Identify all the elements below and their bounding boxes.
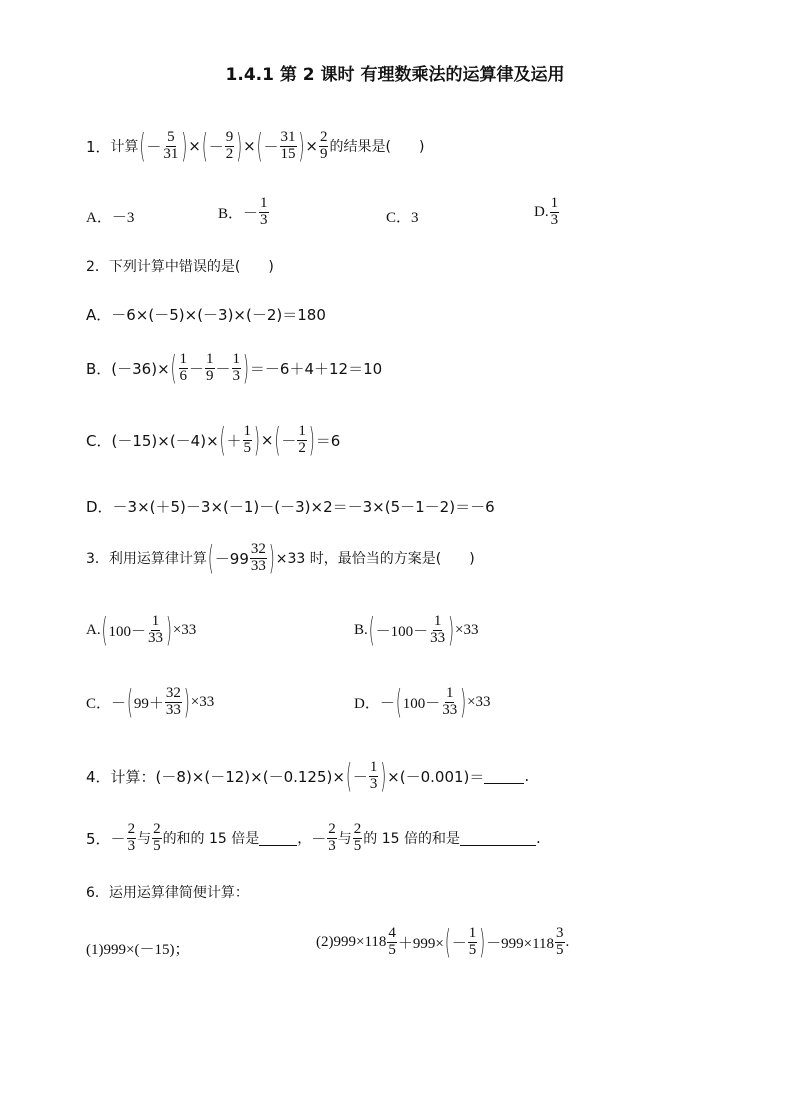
q1-option-b: B． － $\frac{1}{3}$ <box>218 195 268 228</box>
q1-fraction-1: $\frac{5}{31}$ <box>163 129 179 162</box>
q1-option-c: C．3 <box>386 210 419 226</box>
left-paren: ( <box>139 126 146 167</box>
q3-option-c: C．－ ( 99＋ $\frac{32}{33}$ ) ×33 <box>86 682 215 723</box>
answer-blank-1[interactable] <box>259 831 297 846</box>
question-2-stem: 2．下列计算中错误的是( ) <box>86 259 274 275</box>
q1-fraction-2: $\frac{9}{2}$ <box>225 129 234 162</box>
right-paren: ) <box>236 126 243 167</box>
left-paren: ( <box>201 126 208 167</box>
q2-option-b: B．(－36)× ( $\frac{1}{6}$ － $\frac{1}{9}$ － $\frac{1}{3}$ ) ＝－6＋4＋12＝10 <box>86 348 383 389</box>
right-paren: ) <box>298 126 305 167</box>
q6-part-2: (2)999×118 $\frac{4}{5}$ ＋999× ( － $\frac{1}{5}$ ) －999×118 $\frac{3}{5}$ . <box>316 922 570 963</box>
left-paren: ( <box>256 126 263 167</box>
q1-f3-sign: － <box>263 137 279 156</box>
q1-tail: 的结果是( ) <box>329 139 425 156</box>
q6-part-1: (1)999×(－15)； <box>86 942 190 958</box>
question-3-stem: 3．利用运算律计算 ( －99 $\frac{32}{33}$ ) ×33 时，最恰当的方案是( ) <box>86 538 475 579</box>
q1-option-d: D. $\frac{1}{3}$ <box>534 195 559 228</box>
question-4: 4．计算：(－8)×(－12)×(－0.125)× ( － $\frac{1}{3}$ ) ×(－0.001)＝ . <box>86 756 530 797</box>
q1-f2-sign: － <box>208 137 224 156</box>
page-title: 1.4.1 第 2 课时 有理数乘法的运算律及运用 <box>225 65 565 85</box>
q3-option-a: A. ( 100－ $\frac{1}{33}$ ) ×33 <box>86 610 197 651</box>
q1-lead: 计算 <box>110 139 139 156</box>
q2-option-a: A．－6×(－5)×(－3)×(－2)＝180 <box>86 306 326 324</box>
q3-option-b: B. ( －100－ $\frac{1}{33}$ ) ×33 <box>354 610 479 651</box>
q1-fraction-3: $\frac{31}{15}$ <box>280 129 296 162</box>
question-1: 1． 计算 ( － $\frac{5}{31}$ ) × ( － $\frac{9}{2}$ ) × ( － $\frac{31}{15}$ ) × $\frac{2}{9}$ 的结果是( ) <box>86 126 425 167</box>
q3-option-d: D．－ ( 100－ $\frac{1}{33}$ ) ×33 <box>354 682 491 723</box>
q1-number: 1． <box>86 137 111 156</box>
q1-fraction-4: $\frac{2}{9}$ <box>319 129 328 162</box>
answer-blank[interactable] <box>484 769 524 784</box>
q2-option-d: D．－3×(＋5)－3×(－1)－(－3)×2＝－3×(5－1－2)＝－6 <box>86 498 495 516</box>
question-6-stem: 6．运用运算律简便计算： <box>86 885 249 901</box>
right-paren: ) <box>181 126 188 167</box>
q1-option-a: A．－3 <box>86 210 135 226</box>
answer-blank-2[interactable] <box>460 831 536 846</box>
q1-f1-sign: － <box>146 137 162 156</box>
question-5: 5． － $\frac{2}{3}$ 与 $\frac{2}{5}$ 的和的 15 倍是 ， － $\frac{2}{3}$ 与 $\frac{2}{5}$ 的 15 倍的和是 . <box>86 821 541 854</box>
q2-option-c: C．(－15)×(－4)× ( ＋ $\frac{1}{5}$ ) × ( － $\frac{1}{2}$ ) ＝6 <box>86 420 341 461</box>
